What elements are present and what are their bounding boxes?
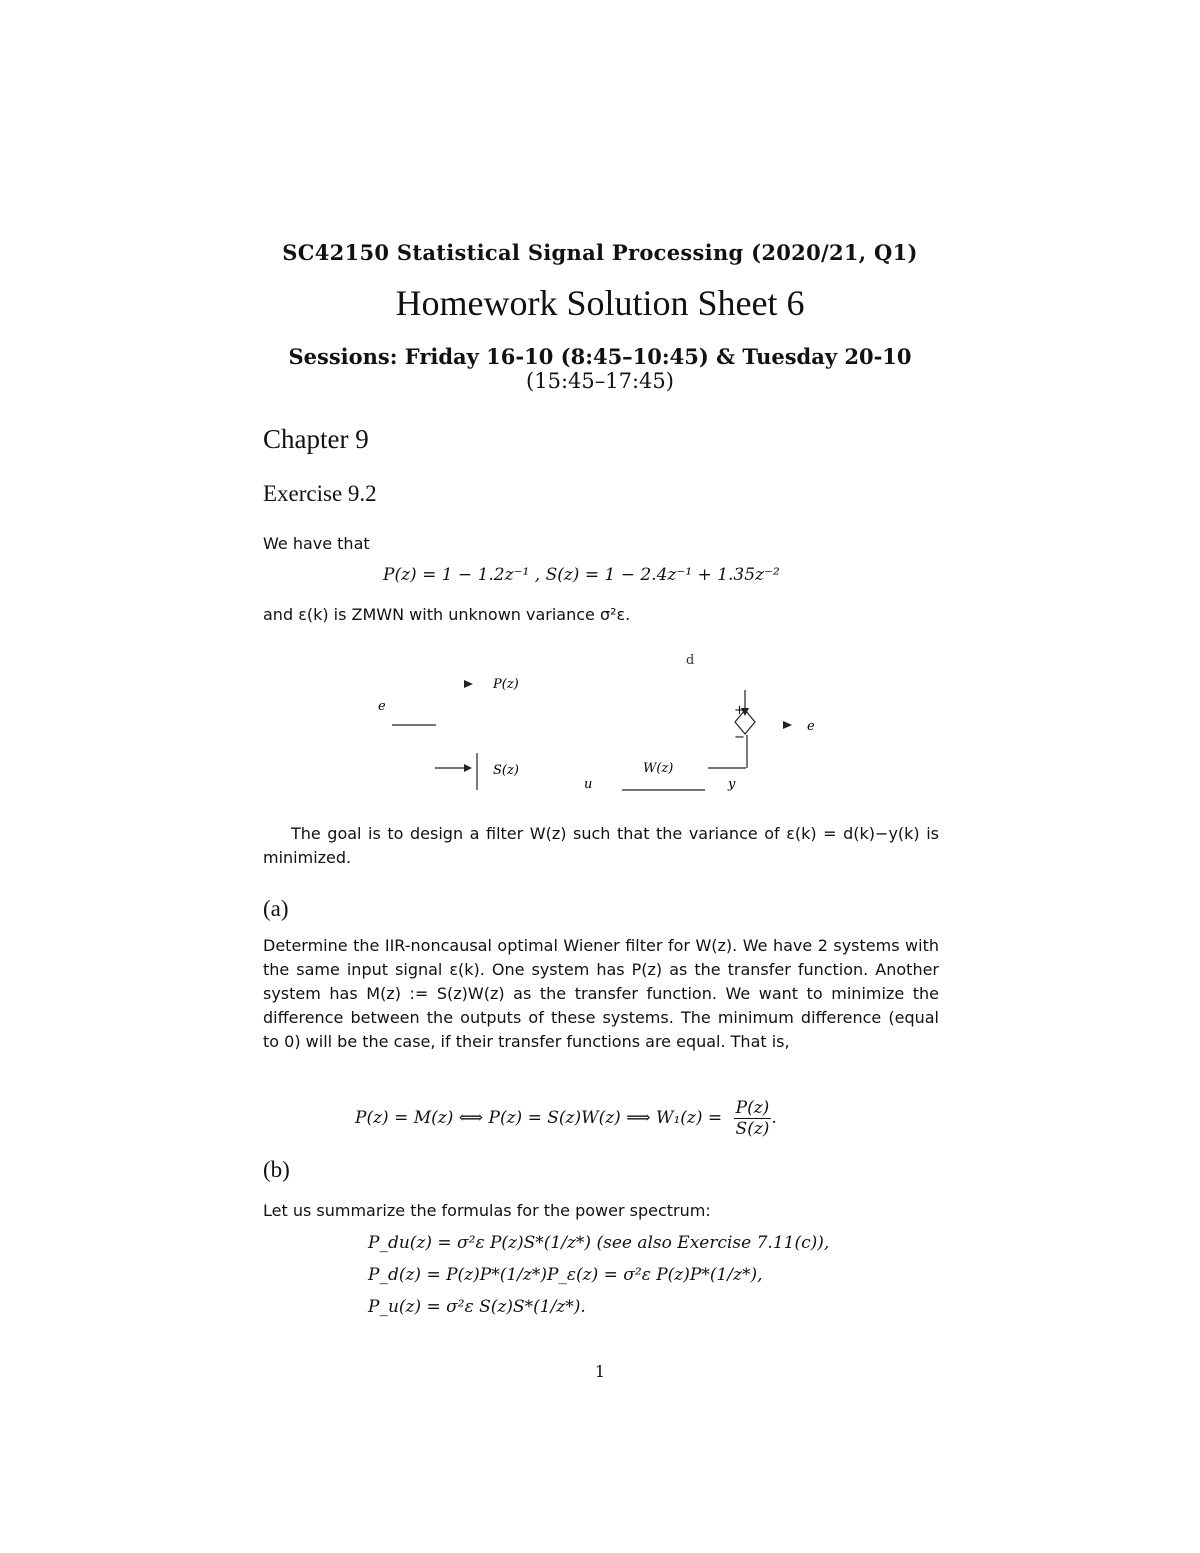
sessions-line-1: Sessions: Friday 16-10 (8:45–10:45) & Tuesday 20-10: [288, 344, 912, 369]
course-title: SC42150 Statistical Signal Processing (2020/21, Q1): [282, 240, 918, 265]
part-b-heading: (b): [263, 1157, 290, 1182]
label-u: u: [584, 777, 593, 792]
label-s: S(z): [493, 763, 519, 778]
label-e-out: e: [807, 719, 815, 734]
label-minus: −: [734, 730, 745, 745]
sessions-line-2: (15:45–17:45): [526, 369, 674, 393]
part-a-eq-left: P(z) = M(z) ⟺ P(z) = S(z)W(z) ⟹ W₁(z) =: [355, 1108, 723, 1128]
exercise-heading: Exercise 9.2: [263, 481, 377, 506]
part-a-heading: (a): [263, 896, 289, 921]
part-a-text: Determine the IIR-noncausal optimal Wiener filter for W(z). We have 2 systems with the same input signal ε(k). One system has P(z) as the transfer function. Another system has M(z) := S(z)W(z) as the transfer function. We want to minimize the difference between the outputs of these systems. The minimum difference (equal to 0) will be the case, if their transfer functions are equal. That is,: [263, 936, 939, 1051]
label-d: d: [686, 653, 695, 668]
label-y: y: [728, 777, 736, 792]
power-spectrum-eq-3: P_u(z) = σ²ε S(z)S*(1/z*).: [368, 1297, 586, 1317]
goal-text: The goal is to design a filter W(z) such that the variance of ε(k) = d(k)−y(k) is minimized.: [263, 824, 939, 867]
noise-text: and ε(k) is ZMWN with unknown variance σ²ε.: [263, 605, 631, 624]
label-e-in: e: [378, 699, 386, 714]
page-title: Homework Solution Sheet 6: [395, 283, 805, 323]
label-p: P(z): [493, 677, 519, 692]
intro-text: We have that: [263, 534, 370, 553]
fraction-denominator: S(z): [735, 1119, 770, 1139]
fraction-numerator: P(z): [734, 1098, 772, 1119]
equation-p-s: P(z) = 1 − 1.2z⁻¹ , S(z) = 1 − 2.4z⁻¹ + 1.35z⁻²: [383, 565, 780, 585]
power-spectrum-eq-2: P_d(z) = P(z)P*(1/z*)P_ε(z) = σ²ε P(z)P*(1/z*),: [368, 1265, 763, 1285]
part-b-text: Let us summarize the formulas for the power spectrum:: [263, 1201, 711, 1220]
page-number: 1: [594, 1362, 606, 1381]
fraction: [734, 1098, 772, 1139]
power-spectrum-eq-1: P_du(z) = σ²ε P(z)S*(1/z*) (see also Exercise 7.11(c)),: [368, 1233, 830, 1253]
label-plus: +: [734, 703, 745, 718]
part-a-eq-end: .: [771, 1108, 777, 1128]
part-a-equation: [355, 1098, 777, 1139]
label-w: W(z): [643, 761, 674, 776]
block-diagram: [360, 640, 860, 810]
chapter-heading: Chapter 9: [263, 424, 369, 454]
